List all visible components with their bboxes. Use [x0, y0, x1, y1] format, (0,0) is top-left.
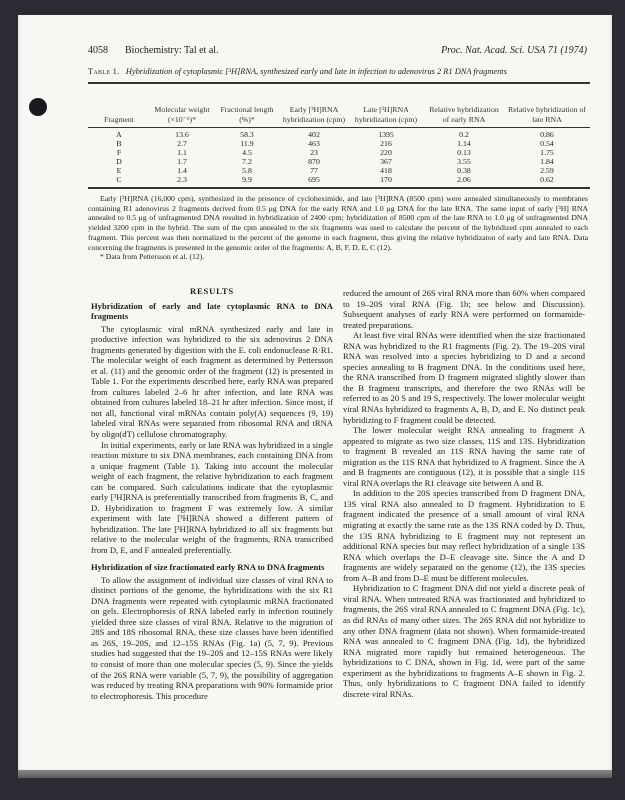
table-cell: 367	[380, 157, 392, 166]
table-cell: 7.2	[242, 157, 252, 166]
page-number: 4058	[88, 45, 108, 56]
subheading: Hybridization of early and late cytoplasmic RNA to DNA fragments	[91, 300, 333, 321]
column-header: Early [³H]RNA hybridization (cpm)	[282, 105, 346, 124]
left-column	[91, 286, 333, 701]
table-cell: 1.7	[177, 157, 187, 166]
table-row	[88, 166, 590, 175]
table-row	[88, 127, 590, 139]
table-legend: Early [³H]RNA (16,000 cpm), synthesized in the presence of cycloheximide, and late [³H]RNA (8500 cpm) were annealed simultaneously to membranes containing R1 adenovirus 2 fragments derived from 0.5 μg DNA for the early RNA and 1.0 μg DNA for the late RNA. The same input of early [³H] RNA annealed to 0.5 μg of unfragmented DNA resulted in hybridization of 2400 cpm; hybridization of 8500 cpm of the late RNA to 1.0 μg of unfragmented DNA yielded 3200 cpm in the hybrid. The sum of the cpm annealed to the six fragments was used to calculate the percent of the hybridized cpm annealed to each fragment. This percent was then normalized to the percent of the genome in each fragment, thus giving the relative hybridizaton of early and late RNA. Data concerning the fragments is presented in the genomic order of the fragments: A, B, F, D, E, C (12).	[88, 194, 588, 252]
column-header: Fractional length (%)*	[220, 105, 274, 124]
table-cell: 1395	[378, 130, 394, 139]
table-cell: 870	[308, 157, 320, 166]
table-cell: 1.4	[177, 166, 187, 175]
table-cell: C	[116, 175, 122, 184]
table-cell: 170	[380, 175, 392, 184]
table-cell: 216	[380, 139, 392, 148]
table-row	[88, 175, 590, 184]
table-row	[88, 139, 590, 148]
table-cell: 77	[310, 166, 318, 175]
table-cell: A	[116, 130, 122, 139]
table-cell: 13.6	[175, 130, 189, 139]
table-cell: 0.54	[540, 139, 554, 148]
table-cell: E	[116, 166, 122, 175]
table-cell: 3.55	[457, 157, 471, 166]
paragraph: In addition to the 20S species transcribed from D fragment DNA, 13S viral RNA also annealed to D fragment. Hybridization to E fragment indicated the presence of a small amount of viral RNA migrating at exactly the same rate as the 13S RNA coded by D. Thus, the 13S RNA hybridizing to E fragment may not represent an additional RNA species but may reflect hybridization of a single 13S RNA which overlaps the D–E cleavage site. Since the A and D fragments are widely separated on the genome (12), the 13S species from A–B and from D–E must be different molecules.	[343, 488, 585, 583]
paragraph: The lower molecular weight RNA annealing to fragment A appeared to migrate as two size classes, 11S and 13S. Hybridization to fragment B revealed an 11S RNA having the same rate of migration as the 11S RNA that hybridized to A fragment. Since the A and B fragments are contiguous (12), it is possible that a single 11S viral RNA overlaps the R1 cleavage site between A and B.	[343, 425, 585, 488]
paragraph: reduced the amount of 26S viral RNA more than 60% when compared to 19–20S viral RNA (Fig. 1b; see below and Discussion). Subsequent analyses of early RNA were performed on formamide-treated preparations.	[343, 288, 585, 330]
table-top-rule	[88, 82, 590, 84]
right-column	[343, 288, 585, 699]
paragraph: At least five viral RNAs were identified when the size fractionated RNA was hybridized to the R1 fragments (Fig. 2). The 19–20S viral RNA was resolved into a species hybridizing to D and a second species annealing to B fragment DNA. In the conditions used here, the RNA transcribed from D fragment migrated slightly slower than the B fragment transcripts, and therefore the two RNAs will be referred to as 20 S and 19 S, respectively. The lower molecular weight viral RNAs hybridized to fragments A, B, D, and E. No distinct peak hybridizing to F fragment could be detected.	[343, 330, 585, 425]
table-cell: 4.5	[242, 148, 252, 157]
table-cell: 0.2	[459, 130, 469, 139]
page-edge-shadow	[18, 770, 612, 778]
table-body	[88, 127, 590, 184]
punch-hole	[29, 98, 47, 116]
table-notes	[88, 194, 588, 262]
table-row	[88, 148, 590, 157]
table-cell: 1.84	[540, 157, 554, 166]
table-cell: 220	[380, 148, 392, 157]
paragraph: In initial experiments, early or late RNA was hybridized in a single reaction mixture to six DNA membranes, each containing DNA from a unique fragment (Table 1). Taking into account the molecular weight of each fragment, the relative hybridization to each fragment can be compared. Such calculations indicate that the cytoplasmic early [³H]RNA is preferentially transcribed from fragments B, C, and D. Hybridization to fragment F was extremely low. A similar experiment with late [³H]RNA showed a different pattern of hybridization. The late [³H]RNA hybridized to all six fragments but relative to the molecular weight of the fragments, RNA transcribed from D, E, and F annealed preferentially.	[91, 439, 333, 556]
table-header-row	[88, 86, 590, 127]
column-header: Molecular weight (×10⁻⁶)*	[154, 105, 210, 124]
table-cell: 2.7	[177, 139, 187, 148]
paragraph: Hybridization to C fragment DNA did not yield a discrete peak of viral RNA. When untreated RNA was fractionated and hybridized to fragments, the 26S viral RNA annealed to C fragment DNA (Fig. 1c), as did RNAs of many other sizes. The 26S RNA did not hybridize to any other DNA fragment (data not shown). When formamide-treated RNA was annealed to C fragment DNA (Fig. 1d), the hybridized RNA migrated more rapidly but remained heterogeneous. The hybridizations to C DNA, shown in Fig. 1d, were part of the same experiment as the hybridizations to fragments A–E shown in Fig. 2. Thus, only hybridizations to C fragment DNA failed to identify discrete viral RNAs.	[343, 583, 585, 699]
table-cell: 2.59	[540, 166, 554, 175]
table-title: Hybridization of cytoplasmic [³H]RNA, synthesized early and late in infection to adenovirus 2 R1 DNA fragments	[125, 67, 507, 76]
table-cell: 1.75	[540, 148, 554, 157]
table-cell: 0.13	[457, 148, 471, 157]
table-cell: 58.3	[240, 130, 254, 139]
table-cell: 463	[308, 139, 320, 148]
table-cell: D	[116, 157, 122, 166]
column-header: Relative hybridization of late RNA	[508, 105, 586, 124]
table-cell: 402	[308, 130, 320, 139]
table-label: Table 1.	[88, 67, 120, 76]
hybridization-table	[88, 86, 590, 184]
table-cell: 23	[310, 148, 318, 157]
subheading: Hybridization of size fractionated early RNA to DNA fragments	[91, 561, 325, 572]
table-cell: 2.06	[457, 175, 471, 184]
table-bottom-rule	[88, 187, 590, 189]
table-cell: 1.14	[457, 139, 471, 148]
table-cell: 0.62	[540, 175, 554, 184]
section-title: RESULTS	[190, 286, 234, 296]
running-title: Biochemistry: Tal et al.	[125, 45, 219, 56]
table-cell: B	[116, 139, 122, 148]
column-header: Relative hybridization of early RNA	[429, 105, 499, 124]
table-cell: 9.9	[242, 175, 252, 184]
table-cell: 418	[380, 166, 392, 175]
journal-citation: Proc. Nat. Acad. Sci. USA 71 (1974)	[441, 45, 587, 56]
table-cell: 11.9	[240, 139, 254, 148]
table-cell: 0.38	[457, 166, 471, 175]
column-header: Late [³H]RNA hybridization (cpm)	[354, 105, 418, 124]
paragraph: The cytoplasmic viral mRNA synthesized early and late in productive infection was hybridized to the six adenovirus 2 DNA fragments generated by digestion with the E. coli endonuclease R·R1. The molecular weight of each fragment as determined by Pettersson et al. (11) and the genomic order of the fragment (12) is presented in Table 1. For the experiments described here, early RNA was prepared from cultures labeled 2–6 hr after infection, and late RNA was obtained from cultures labeled 18–21 hr after infection. Since most, if not all, functional viral mRNAs contain poly(A) sequences (9, 19) labeled viral RNAs were separated from ribosomal RNA and tRNA by oligo(dT) cellulose chromatography.	[91, 323, 333, 440]
table-cell: 695	[308, 175, 320, 184]
paragraph: To allow the assignment of individual size classes of viral RNA to distinct portions of the genome, the hybridizations with the six R1 DNA fragments were repeated with cytoplasmic mRNA fractionated on gels. Electrophoresis of RNA labeled early in infection routinely yielded three size classes of viral RNA. Relative to the migration of 28S and 18S ribosomal RNA, these size classes have been identified as 26S, 19–20S, and 12–15S RNAs (Fig. 1a) (5, 7, 9). Previous studies had suggested that the 19–20S and 12–15S RNAs were likely to consist of more than one molecular species (5, 9). Since the yields of the 26S RNA were variable (5, 7, 9), the possibility of aggregation was reduced by treating RNA preparations with 90% formamide prior to electrophoresis. This procedure	[91, 574, 333, 701]
table-row	[88, 157, 590, 166]
table-footnote: * Data from Pettersson et al. (12).	[100, 252, 205, 262]
column-header: Fragment	[104, 114, 134, 124]
table-cell: F	[116, 148, 122, 157]
table-cell: 2.3	[177, 175, 187, 184]
table-cell: 5.8	[242, 166, 252, 175]
table-caption	[88, 67, 588, 76]
table-cell: 1.1	[177, 148, 187, 157]
table-cell: 0.86	[540, 130, 554, 139]
